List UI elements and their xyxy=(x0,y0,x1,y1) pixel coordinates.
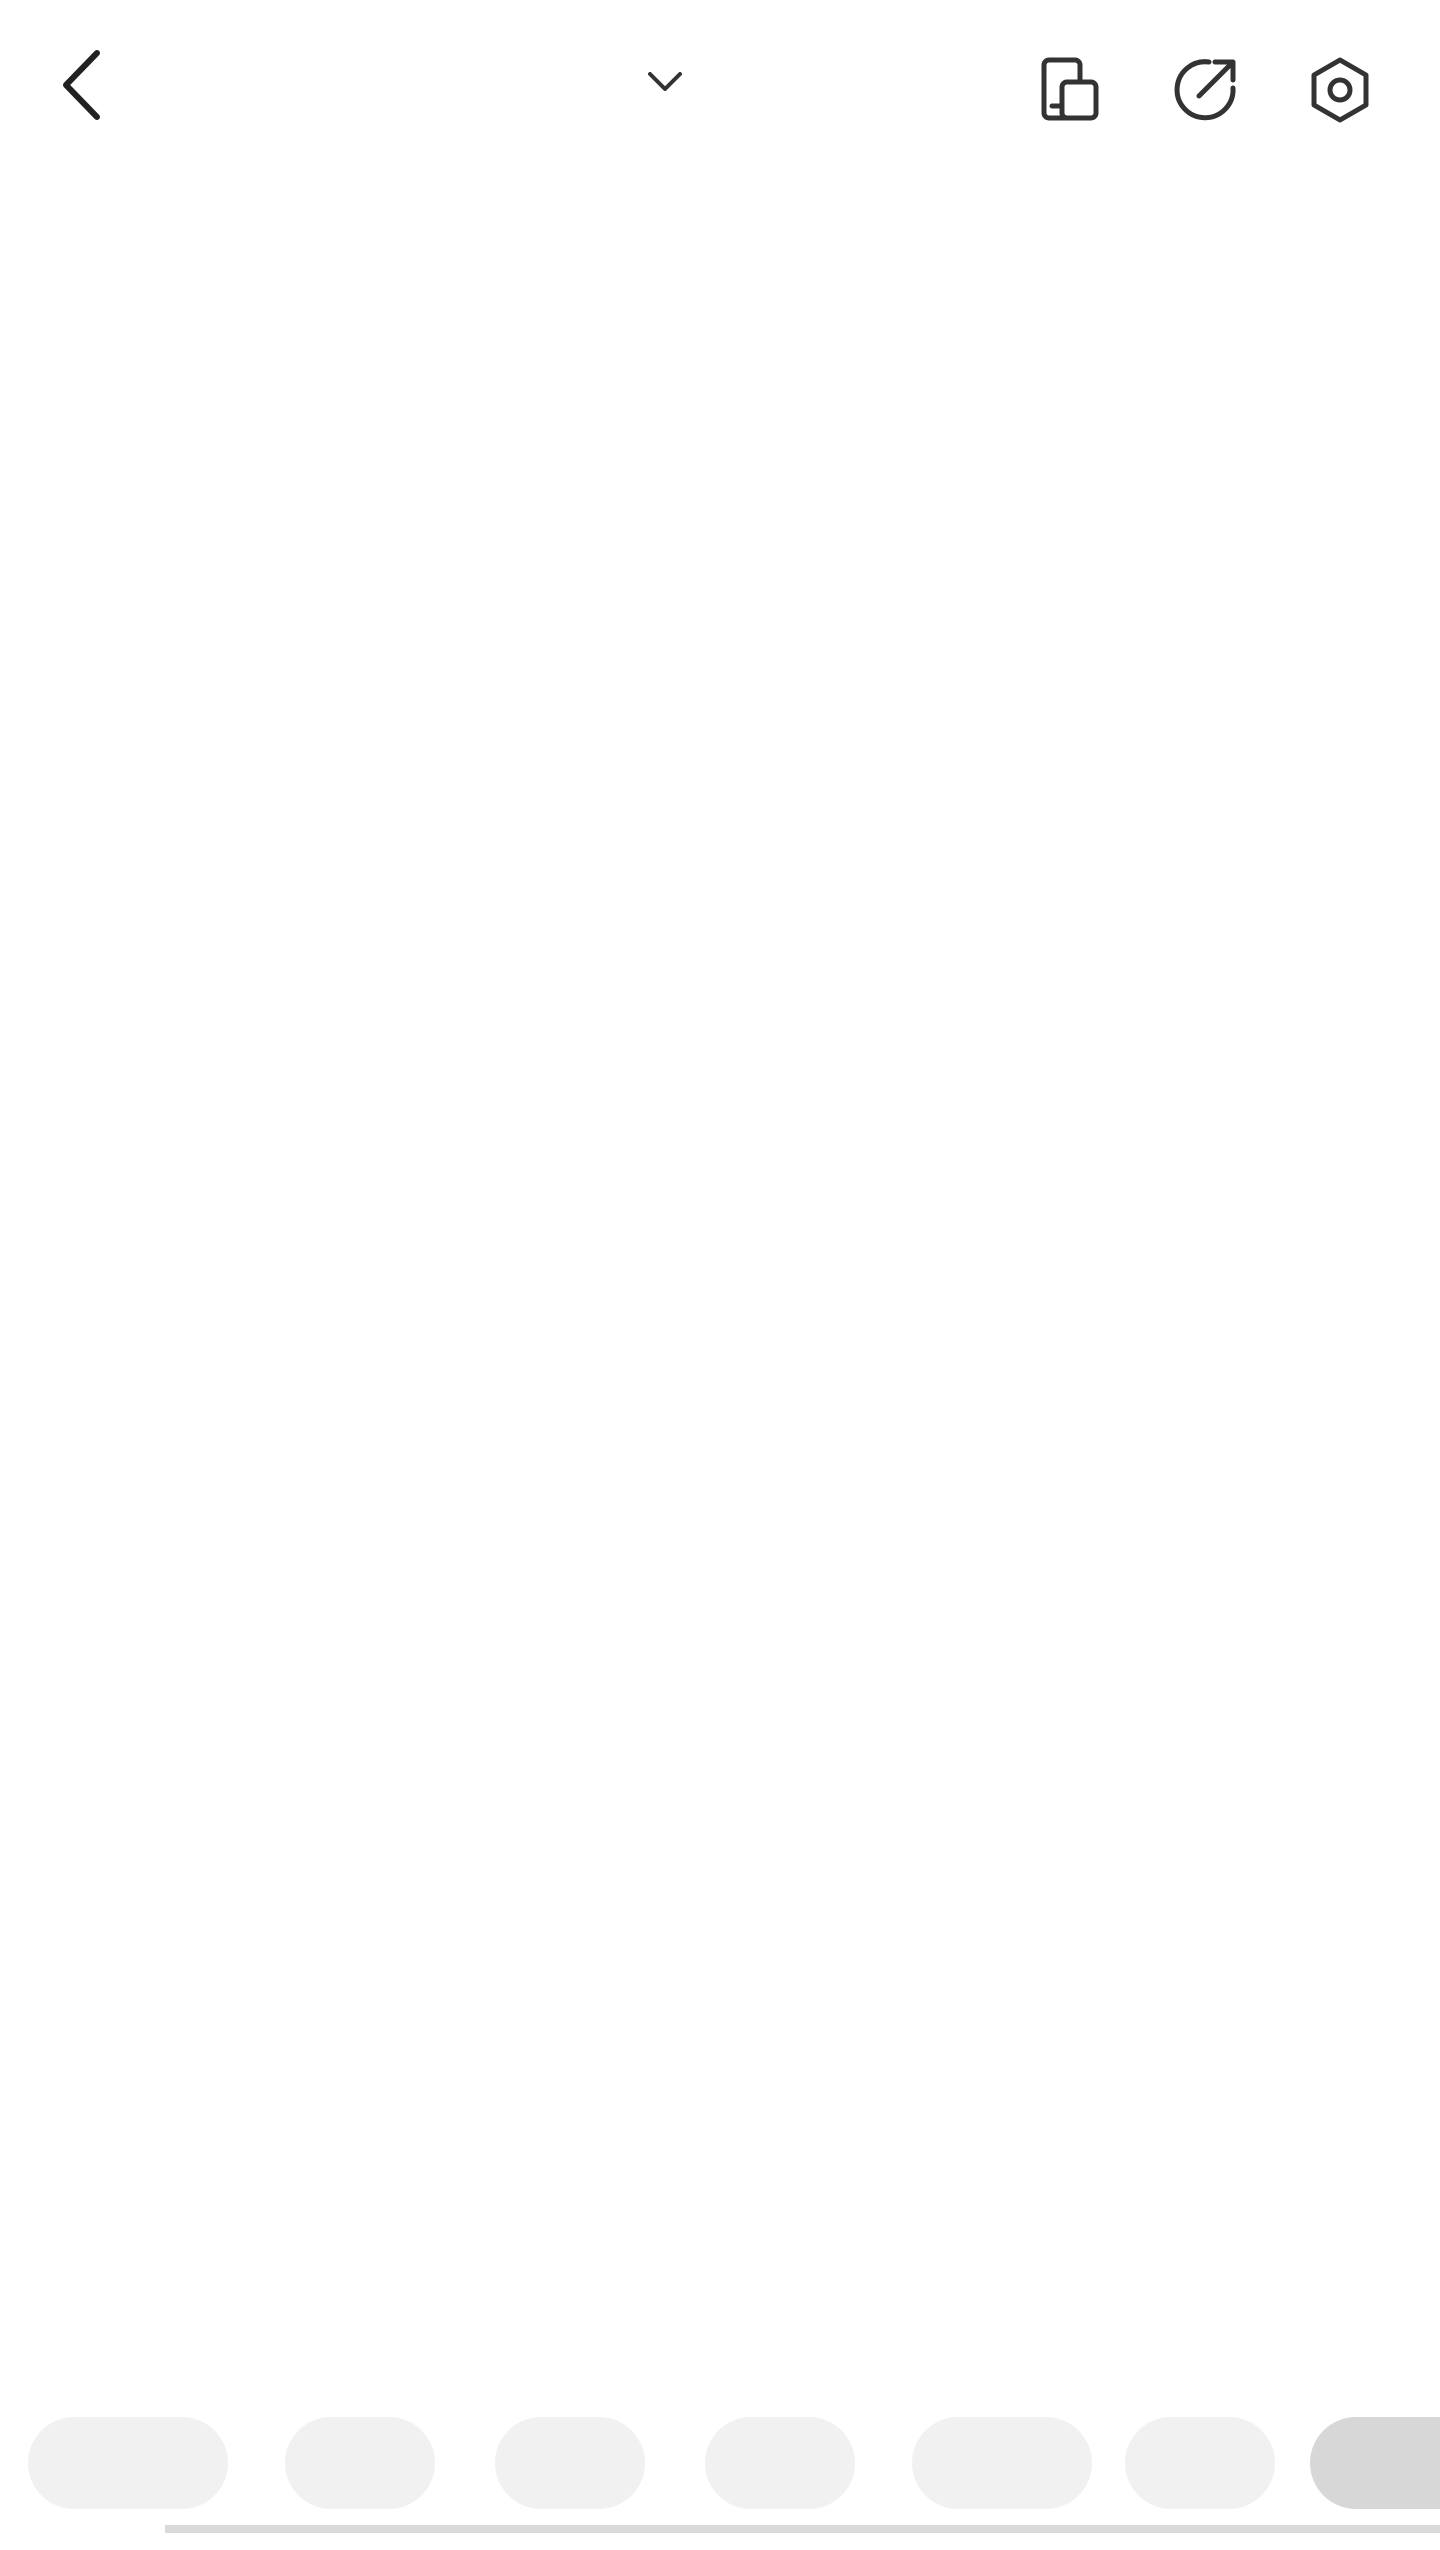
delete-button[interactable] xyxy=(285,2417,435,2509)
trend-table[interactable] xyxy=(0,245,1440,2395)
canvas-plus-button[interactable] xyxy=(912,2417,1092,2509)
chevron-down-icon[interactable] xyxy=(640,62,690,102)
add-preselect-button[interactable] xyxy=(28,2417,228,2509)
collapse-button[interactable] xyxy=(1310,2417,1440,2509)
settings-icon[interactable] xyxy=(1300,50,1380,130)
share-icon[interactable] xyxy=(1165,50,1245,130)
move-up-button[interactable] xyxy=(495,2417,645,2509)
phone-layout-icon[interactable] xyxy=(1030,50,1110,130)
app-header xyxy=(0,0,1440,170)
move-down-button[interactable] xyxy=(705,2417,855,2509)
horizontal-scrollbar[interactable] xyxy=(165,2525,1440,2533)
clear-button[interactable] xyxy=(1125,2417,1275,2509)
back-icon[interactable] xyxy=(52,45,112,125)
